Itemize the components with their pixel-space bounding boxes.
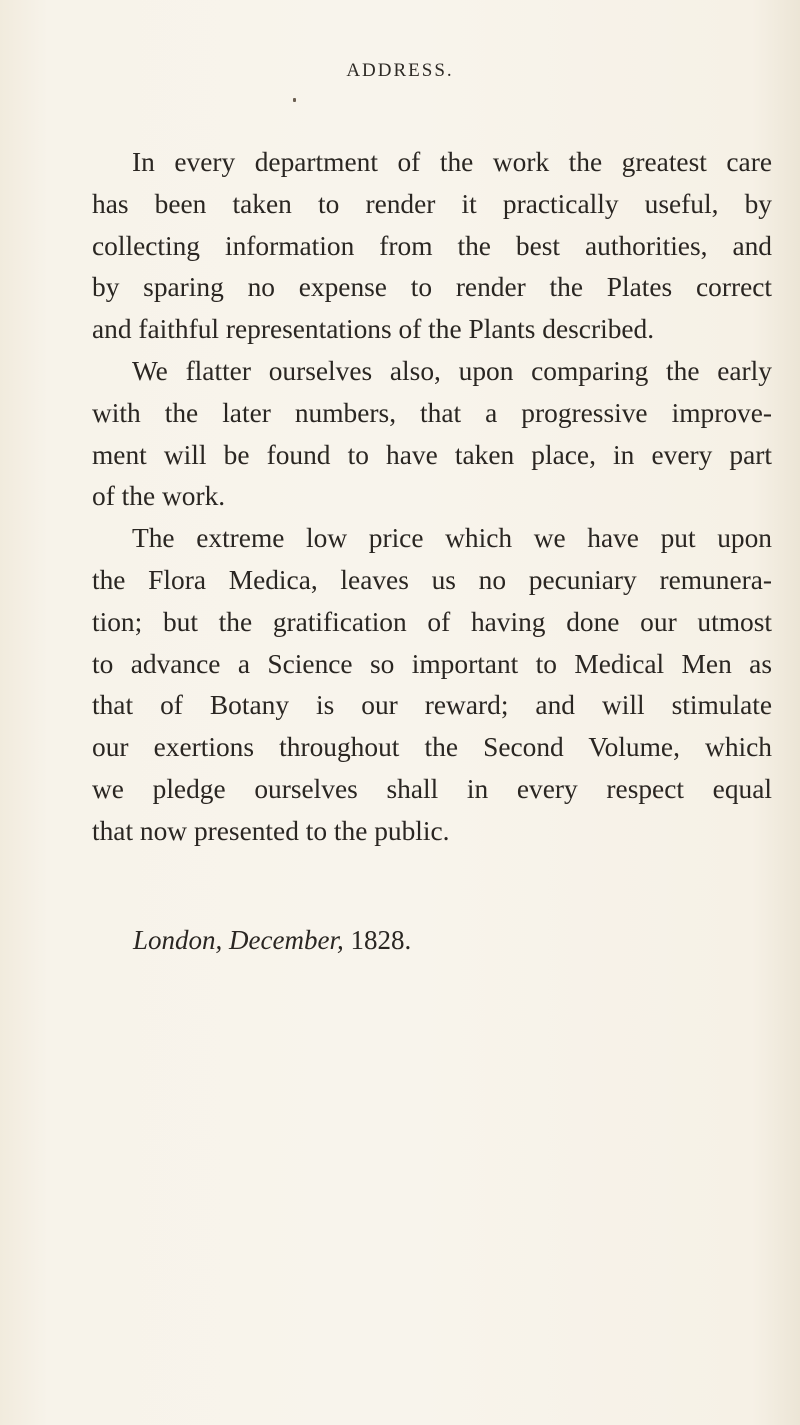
text-line: has been taken to render it practically useful, by — [92, 188, 772, 219]
text-line: and faithful representations of the Plants described. — [92, 314, 655, 345]
text-line: to advance a Science so important to Medical Men as — [92, 648, 772, 679]
text-line: In every department of the work the greatest care — [132, 147, 772, 177]
text-line: the Flora Medica, leaves us no pecuniary remunera- — [92, 564, 772, 595]
text-line: with the later numbers, that a progressive improve- — [92, 397, 772, 428]
dateline — [133, 925, 411, 956]
page-heading: ADDRESS. — [346, 60, 454, 81]
text-line: that now presented to the public. — [92, 815, 450, 846]
text-line: ment will be found to have taken place, in every part — [92, 439, 772, 470]
dateline-year: 1828. — [350, 925, 412, 955]
text-line: our exertions throughout the Second Volume, which — [92, 732, 772, 763]
ink-speck — [293, 98, 296, 102]
text-line: we pledge ourselves shall in every respect equal — [92, 773, 772, 804]
text-line: The extreme low price which we have put upon — [132, 523, 772, 554]
text-line: that of Botany is our reward; and will stimulate — [92, 690, 772, 721]
address-body — [92, 142, 772, 853]
text-line: by sparing no expense to render the Plates correct — [92, 272, 772, 303]
dateline-place: London, December, — [133, 925, 344, 955]
text-line: tion; but the gratification of having done our utmost — [92, 606, 772, 637]
text-line: of the work. — [92, 481, 226, 512]
text-line: We flatter ourselves also, upon comparing the early — [132, 355, 772, 386]
text-line: collecting information from the best authorities, and — [92, 230, 772, 261]
